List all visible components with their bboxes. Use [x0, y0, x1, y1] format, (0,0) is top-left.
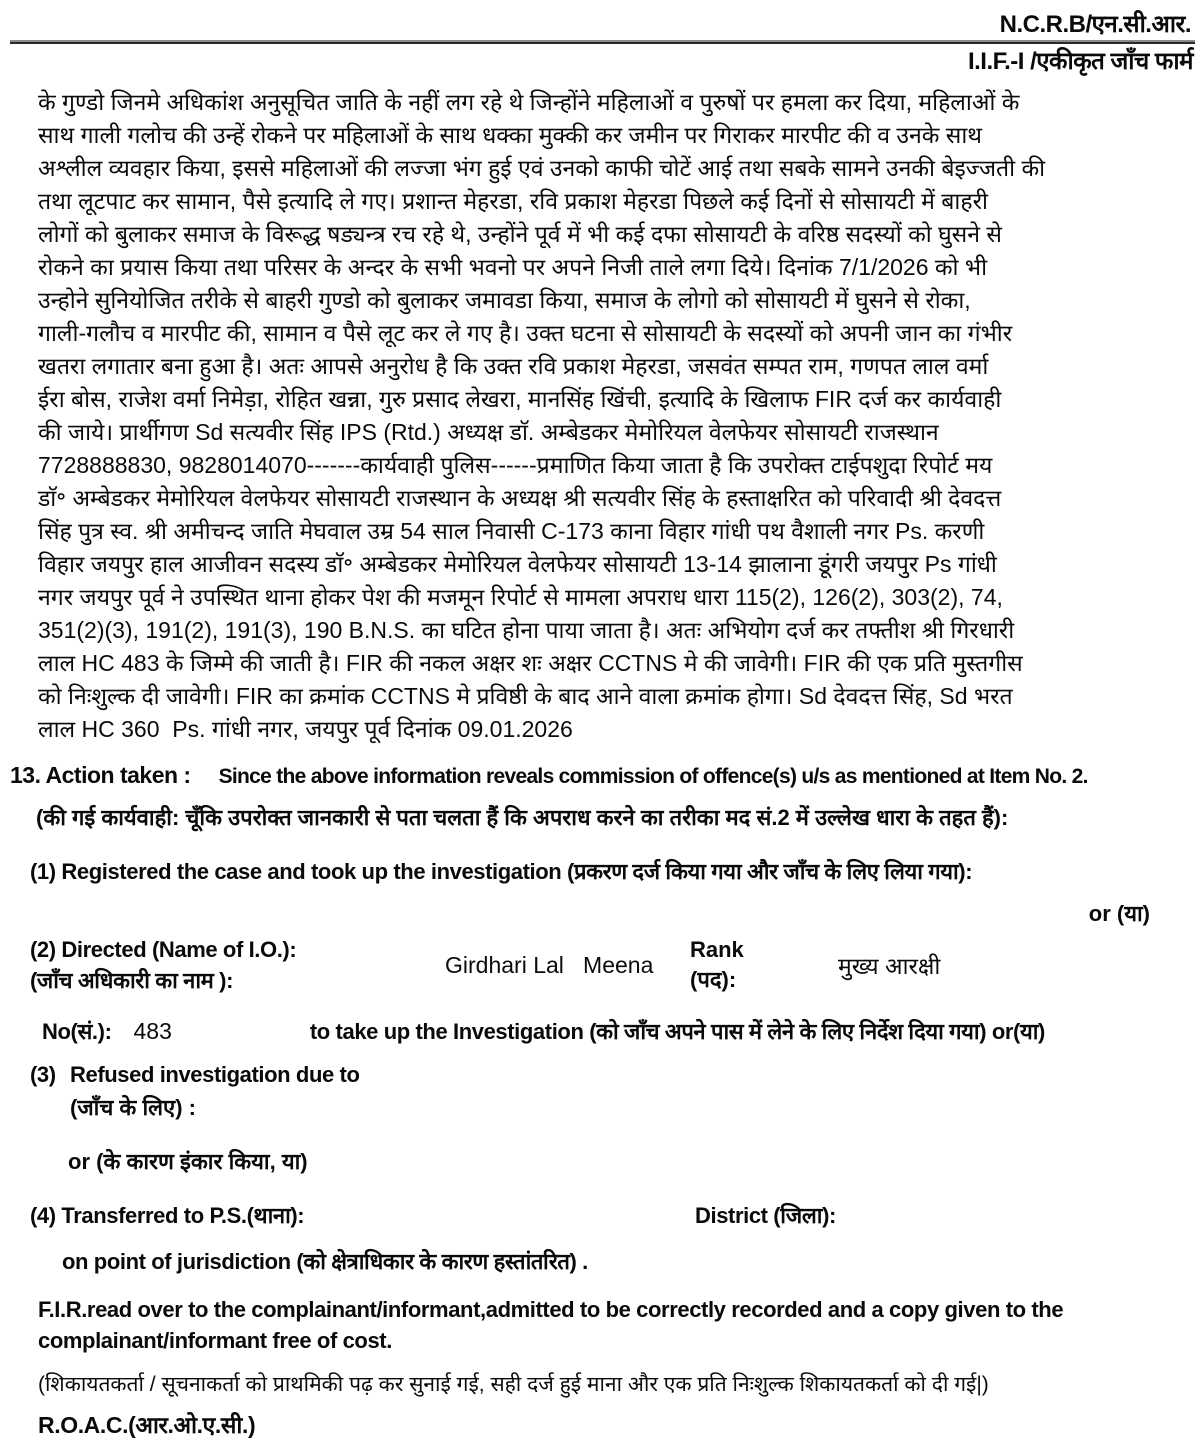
item2-label-block — [30, 934, 445, 996]
complaint-line: की जाये। प्रार्थीगण Sd सत्यवीर सिंह IPS (Rtd.) अध्यक्ष डाॅ. अम्बेडकर मेमोरियल वेलफेयर सोसायटी राजस्थान — [38, 419, 939, 445]
io-name-value: Girdhari Lal Meena — [445, 951, 654, 978]
io-number-label: No(सं.): — [42, 1019, 112, 1044]
complaint-line: 7728888830, 9828014070-------कार्यवाही पुलिस------प्रमाणित किया जाता है कि उपरोक्त टाईपशुदा रिपोर्ट मय — [38, 452, 993, 478]
item3-prefix: (3) — [30, 1062, 56, 1087]
rank-label-en: Rank — [690, 937, 744, 962]
roac-label: R.O.A.C.(आर.ओ.ए.सी.) — [38, 1412, 256, 1438]
header-divider — [10, 40, 1195, 44]
item3-refused-text: Refused investigation due to — [70, 1062, 360, 1087]
complaint-line: को निःशुल्क दी जावेगी। FIR का क्रमांक CCTNS मे प्रविष्ठी के बाद आने वाला क्रमांक होगा। Sd देवदत्त सिंह, Sd भरत — [38, 683, 1013, 709]
complaint-line: रोकने का प्रयास किया तथा परिसर के अन्दर के सभी भवनो पर अपने निजी ताले लगा दिये। दिनांक 7/1/2026 को भी — [38, 254, 988, 280]
complaint-line: डाॅ॰ अम्बेडकर मेमोरियल वेलफेयर सोसायटी राजस्थान के अध्यक्ष श्री सत्यवीर सिंह के हस्ताक्षरित को परिवादी श्री देवदत्त — [38, 485, 1002, 511]
complaint-line: लाल HC 360 Ps. गांधी नगर, जयपुर पूर्व दिनांक 09.01.2026 — [38, 716, 573, 742]
complaint-line: खतरा लगातार बना हुआ है। अतः आपसे अनुरोध है कि उक्त रवि प्रकाश मेहरडा, जसवंत सम्पत राम, गणपत लाल वर्मा — [38, 353, 989, 379]
header-ncrb: N.C.R.B/एन.सी.आर. — [999, 11, 1191, 38]
rank-value: मुख्य आरक्षी — [838, 953, 941, 979]
io-number-row — [42, 1016, 1195, 1046]
item2-label-hi: (जाँच अधिकारी का नाम ): — [30, 968, 234, 993]
take-up-investigation-text: to take up the Investigation (को जाँच अपने पास में लेने के लिए निर्देश दिया गया) or(या) — [309, 1019, 1045, 1044]
complaint-text — [38, 86, 1165, 746]
item3-hindi-label: (जाँच के लिए) : — [70, 1095, 196, 1120]
complaint-line: तथा लूटपाट कर सामान, पैसे इत्यादि ले गए। प्रशान्त मेहरडा, रवि प्रकाश मेहरडा पिछले कई दिनों से सोसायटी में बाहरी — [38, 188, 988, 214]
item4-jurisdiction-text: on point of jurisdiction (को क्षेत्राधिकार के कारण हस्तांतरित) . — [62, 1249, 588, 1274]
complaint-line: 351(2)(3), 191(2), 191(3), 190 B.N.S. का घटित होना पाया जाता है। अतः अभियोग दर्ज कर तफ्तीश श्री गिरधारी — [38, 617, 1015, 643]
item4-transferred-row — [30, 1200, 1195, 1230]
complaint-line: ईरा बोस, राजेश वर्मा निमेड़ा, रोहित खन्ना, गुरु प्रसाद लेखरा, मानसिंह खिंची, इत्यादि के खिलाफ FIR दर्ज कर कार्यवाही — [38, 386, 1002, 412]
io-number-value: 483 — [133, 1018, 172, 1044]
action-taken-text: Since the above information reveals commission of offence(s) u/s as mentioned at Item No. 2. — [218, 765, 1088, 788]
item4-transferred-label: (4) Transferred to P.S.(थाना): — [30, 1203, 305, 1228]
complaint-line: गाली-गलौच व मारपीट की, सामान व पैसे लूट कर ले गए है। उक्त घटना से सोसायटी के सदस्यों को अपनी जान का गंभीर — [38, 320, 1013, 346]
complaint-line: विहार जयपुर हाल आजीवन सदस्य डाॅ॰ अम्बेडकर मेमोरियल वेलफेयर सोसायटी 13-14 झालाना डूंगरी जयपुर Ps गांधी — [38, 551, 997, 577]
fir-read-statement-hindi: (शिकायतकर्ता / सूचनाकर्ता को प्राथमिकी पढ़ कर सुनाई गई, सही दर्ज हुई माना और एक प्रति निःशुल्क शिकायतकर्ता को दी गई|) — [38, 1373, 989, 1396]
complaint-line: अश्लील व्यवहार किया, इससे महिलाओं की लज्जा भंग हुई एवं उनको काफी चोटें आई तथा सबके सामने उनकी बेइज्जती की — [38, 155, 1046, 181]
item1-or-label: or (या) — [1088, 901, 1150, 926]
rank-label-block — [690, 935, 778, 995]
item2-directed-row — [30, 934, 1195, 996]
rank-label-hi: (पद): — [690, 967, 737, 992]
action-taken-label: 13. Action taken : — [10, 762, 191, 788]
header-form-title: I.I.F.-I /एकीकृत जाँच फार्म — [967, 48, 1193, 75]
action-taken-heading — [10, 762, 1195, 789]
complaint-line: लाल HC 483 के जिम्मे की जाती है। FIR की नकल अक्षर शः अक्षर CCTNS मे की जावेगी। FIR की एक प्रति मुस्तगीस — [38, 650, 1023, 676]
action-taken-hindi: (की गई कार्यवाही: चूँकि उपरोक्त जानकारी से पता चलता हैं कि अपराध करने का तरीका मद सं.2 में उल्लेख धारा के तहत हैं): — [36, 805, 1009, 830]
complaint-line: सिंह पुत्र स्व. श्री अमीचन्द जाति मेघवाल उम्र 54 साल निवासी C-173 काना विहार गांधी पथ वैशाली नगर Ps. करणी — [38, 518, 985, 544]
fir-read-statement: F.I.R.read over to the complainant/informant,admitted to be correctly recorded and a copy given to the complainant/informant free of cost. — [38, 1297, 1064, 1353]
complaint-line: लोगों को बुलाकर समाज के विरूद्ध षड्यन्त्र रच रहे थे, उन्होंने पूर्व में भी कई दफा सोसायटी के वरिष्ठ सदस्यों को घुसने से — [38, 221, 1002, 247]
complaint-line: उन्होने सुनियोजित तरीके से बाहरी गुण्डो को बुलाकर जमावडा किया, समाज के लोगो को सोसायटी में घुसने से रोका, — [38, 287, 971, 313]
item3-or-label: or (के कारण इंकार किया, या) — [68, 1149, 308, 1174]
complaint-line: के गुण्डो जिनमे अधिकांश अनुसूचित जाति के नहीं लग रहे थे जिन्होंने महिलाओं व पुरुषों पर हमला कर दिया, महिलाओं के — [38, 89, 1020, 115]
complaint-line: साथ गाली गलोच की उन्हें रोकने पर महिलाओं के साथ धक्का मुक्की कर जमीन पर गिराकर मारपीट की व उनके साथ — [38, 122, 983, 148]
complaint-line: नगर जयपुर पूर्व ने उपस्थित थाना होकर पेश की मजमून रिपोर्ट से मामला अपराध धारा 115(2), 126(2), 303(2), 74, — [38, 584, 1003, 610]
item1-registered-case: (1) Registered the case and took up the investigation (प्रकरण दर्ज किया गया और जाँच के लिए लिया गया): — [30, 859, 973, 884]
item2-label-en: (2) Directed (Name of I.O.): — [30, 937, 297, 962]
item4-district-label: District (जिला): — [695, 1203, 836, 1228]
item3-refused-row — [30, 1062, 1195, 1088]
